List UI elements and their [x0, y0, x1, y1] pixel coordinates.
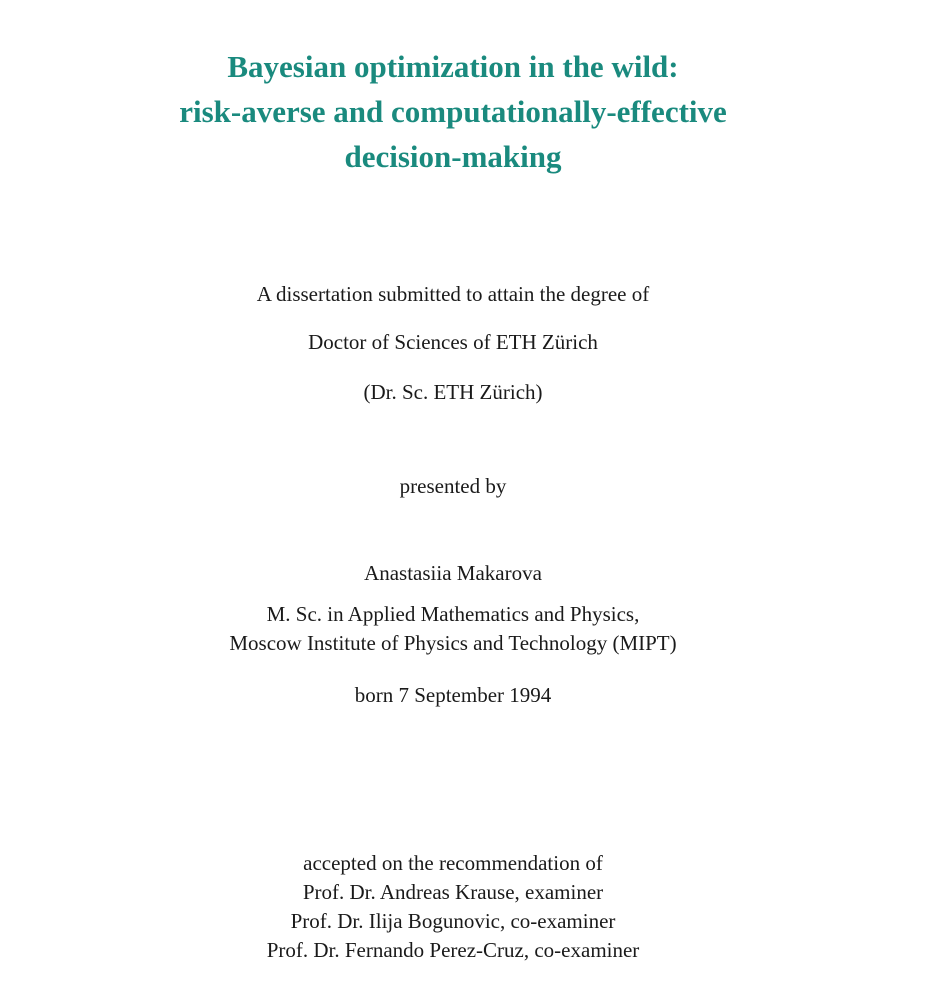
- author-previous-degree: [0, 600, 906, 658]
- committee-intro: accepted on the recommendation of: [303, 851, 603, 875]
- previous-degree-line: M. Sc. in Applied Mathematics and Physics,: [266, 602, 640, 626]
- submission-statement: A dissertation submitted to attain the degree of: [256, 282, 650, 306]
- presented-by-label: presented by: [399, 474, 507, 498]
- author-birth-date: born 7 September 1994: [354, 683, 552, 707]
- title-line: risk-averse and computationally-effective: [179, 94, 727, 129]
- examination-committee: [0, 849, 906, 965]
- degree-abbreviation: (Dr. Sc. ETH Zürich): [363, 380, 543, 404]
- title-line: decision-making: [344, 139, 562, 174]
- committee-member: Prof. Dr. Fernando Perez-Cruz, co-examiner: [266, 938, 640, 962]
- degree-name: Doctor of Sciences of ETH Zürich: [308, 330, 598, 354]
- committee-member: Prof. Dr. Andreas Krause, examiner: [302, 880, 604, 904]
- dissertation-title: [0, 44, 906, 179]
- previous-degree-line: Moscow Institute of Physics and Technology (MIPT): [229, 631, 677, 655]
- title-line: Bayesian optimization in the wild:: [227, 49, 679, 84]
- committee-member: Prof. Dr. Ilija Bogunovic, co-examiner: [290, 909, 616, 933]
- author-name: Anastasiia Makarova: [364, 561, 542, 585]
